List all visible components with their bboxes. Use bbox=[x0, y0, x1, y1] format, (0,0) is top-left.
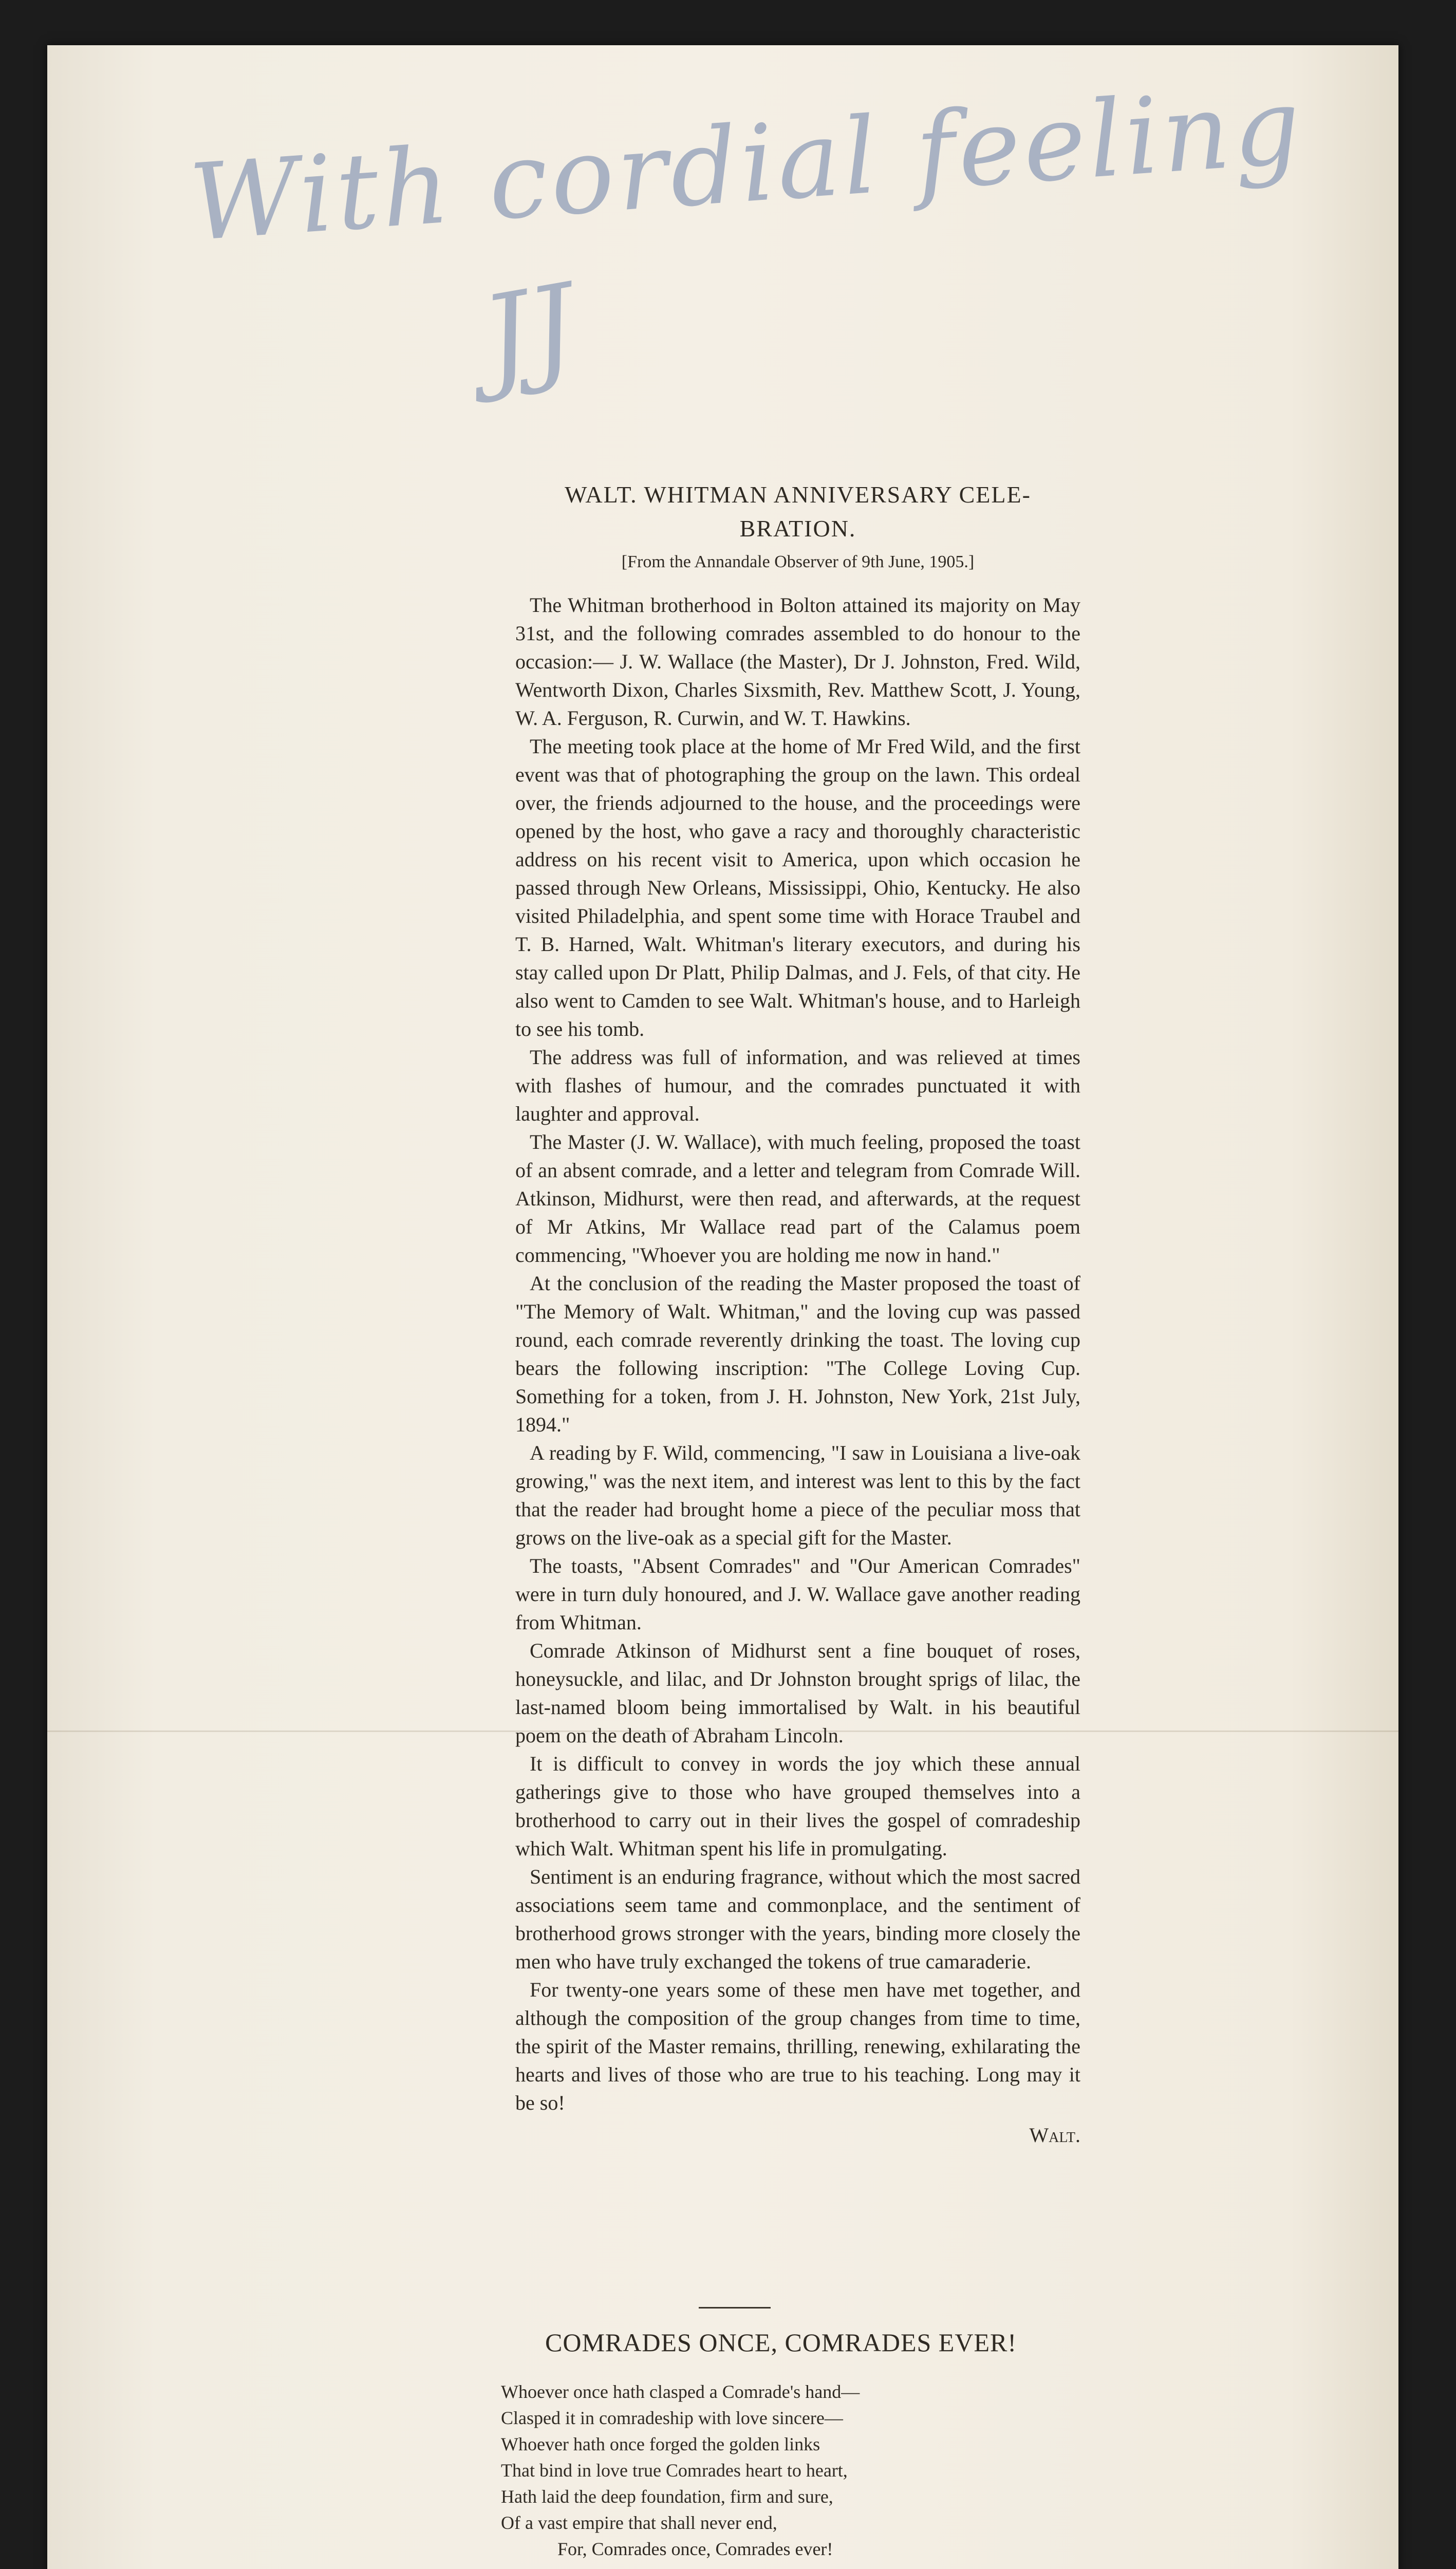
article-paragraph: For twenty-one years some of these men have met together, and although the composition of the group changes from time to time, the spirit of the Master remains, thrilling, renewing, exhilarating the hearts and lives of those who are true to his teaching. Long may it be so! bbox=[515, 1978, 1080, 2114]
poem-line: Hath laid the deep foundation, firm and sure, bbox=[501, 2486, 833, 2507]
handwritten-inscription: With cordial feeling JJ bbox=[186, 65, 1308, 405]
article-paragraph: The address was full of information, and was relieved at times with flashes of humour, and the comrades punctuated it with laughter and approval. bbox=[515, 1046, 1080, 1125]
article-signoff: Walt. bbox=[1029, 2124, 1080, 2147]
poem-line: Clasped it in comradeship with love sincere— bbox=[501, 2408, 843, 2428]
poem-line: That bind in love true Comrades heart to heart, bbox=[501, 2460, 848, 2481]
article-paragraph: The Master (J. W. Wallace), with much feeling, proposed the toast of an absent comrade, and a letter and telegram from Comrade Will. Atkinson, Midhurst, were then read, and afterwards, at the request of Mr Atkins, Mr Wallace read part of the Calamus poem commencing, "Whoever you are holding me now in hand." bbox=[515, 1130, 1080, 1267]
article-paragraph: At the conclusion of the reading the Master proposed the toast of "The Memory of Walt. Whitman," and the loving cup was passed round, each comrade reverently drinking the toast. The loving cup bears the following inscription: "The College Loving Cup. Something for a token, from J. H. Johnston, New York, 21st July, 1894." bbox=[515, 1272, 1080, 1436]
poem-stanza bbox=[501, 2379, 1117, 2562]
section-divider bbox=[699, 2307, 771, 2309]
poem-title: COMRADES ONCE, COMRADES EVER! bbox=[545, 2328, 1017, 2357]
article-title: WALT. WHITMAN ANNIVERSARY CELE- BRATION. bbox=[565, 481, 1031, 542]
poem-line: Whoever hath once forged the golden links bbox=[501, 2434, 820, 2454]
article-body bbox=[515, 591, 1080, 2149]
article-paragraph: The Whitman brotherhood in Bolton attained its majority on May 31st, and the following comrades assembled to do honour to the occasion:— J. W. Wallace (the Master), Dr J. Johnston, Fred. Wild, Wentworth Dixon, Charles Sixsmith, Rev. Matthew Scott, J. Young, W. A. Ferguson, R. Curwin, and W. T. Hawkins. bbox=[515, 593, 1080, 730]
article-paragraph: Sentiment is an enduring fragrance, without which the most sacred associations seem tame and commonplace, and the sentiment of brotherhood grows stronger with the years, binding more closely the men who have truly exchanged the tokens of true camaraderie. bbox=[515, 1865, 1080, 1973]
poem-refrain: For, Comrades once, Comrades ever! bbox=[557, 2539, 833, 2559]
poem-body bbox=[501, 2379, 1117, 2569]
article-paragraph: The meeting took place at the home of Mr Fred Wild, and the first event was that of photographing the group on the lawn. This ordeal over, the friends adjourned to the house, and the proceedings were opened by the host, who gave a racy and thoroughly characteristic address on his recent visit to America, upon which occasion he passed through New Orleans, Mississippi, Ohio, Kentucky. He also visited Philadelphia, and spent some time with Horace Traubel and T. B. Harned, Walt. Whitman's literary executors, and during his stay called upon Dr Platt, Philip Dalmas, and J. Fels, of that city. He also went to Camden to see Walt. Whitman's house, and to Harleigh to see his tomb. bbox=[515, 735, 1080, 1040]
poem-line: Of a vast empire that shall never end, bbox=[501, 2512, 777, 2533]
article-source: [From the Annandale Observer of 9th June, 1905.] bbox=[621, 552, 975, 571]
article-paragraph: Comrade Atkinson of Midhurst sent a fine bouquet of roses, honeysuckle, and lilac, and Dr Johnston brought sprigs of lilac, the last-named bloom being immortalised by Walt. in his beautiful poem on the death of Abraham Lincoln. bbox=[515, 1639, 1080, 1747]
article-paragraph: A reading by F. Wild, commencing, "I saw in Louisiana a live-oak growing," was the next item, and interest was lent to this by the fact that the reader had brought home a piece of the peculiar moss that grows on the live-oak as a special gift for the Master. bbox=[515, 1441, 1080, 1549]
article-paragraph: It is difficult to convey in words the joy which these annual gatherings give to those who have grouped themselves into a brotherhood to carry out in their lives the gospel of comradeship which Walt. Whitman spent his life in promulgating. bbox=[515, 1752, 1080, 1860]
article-paragraph: The toasts, "Absent Comrades" and "Our American Comrades" were in turn duly honoured, and J. W. Wallace gave another reading from Whitman. bbox=[515, 1554, 1080, 1634]
poem-line: Whoever once hath clasped a Comrade's hand— bbox=[501, 2381, 860, 2402]
